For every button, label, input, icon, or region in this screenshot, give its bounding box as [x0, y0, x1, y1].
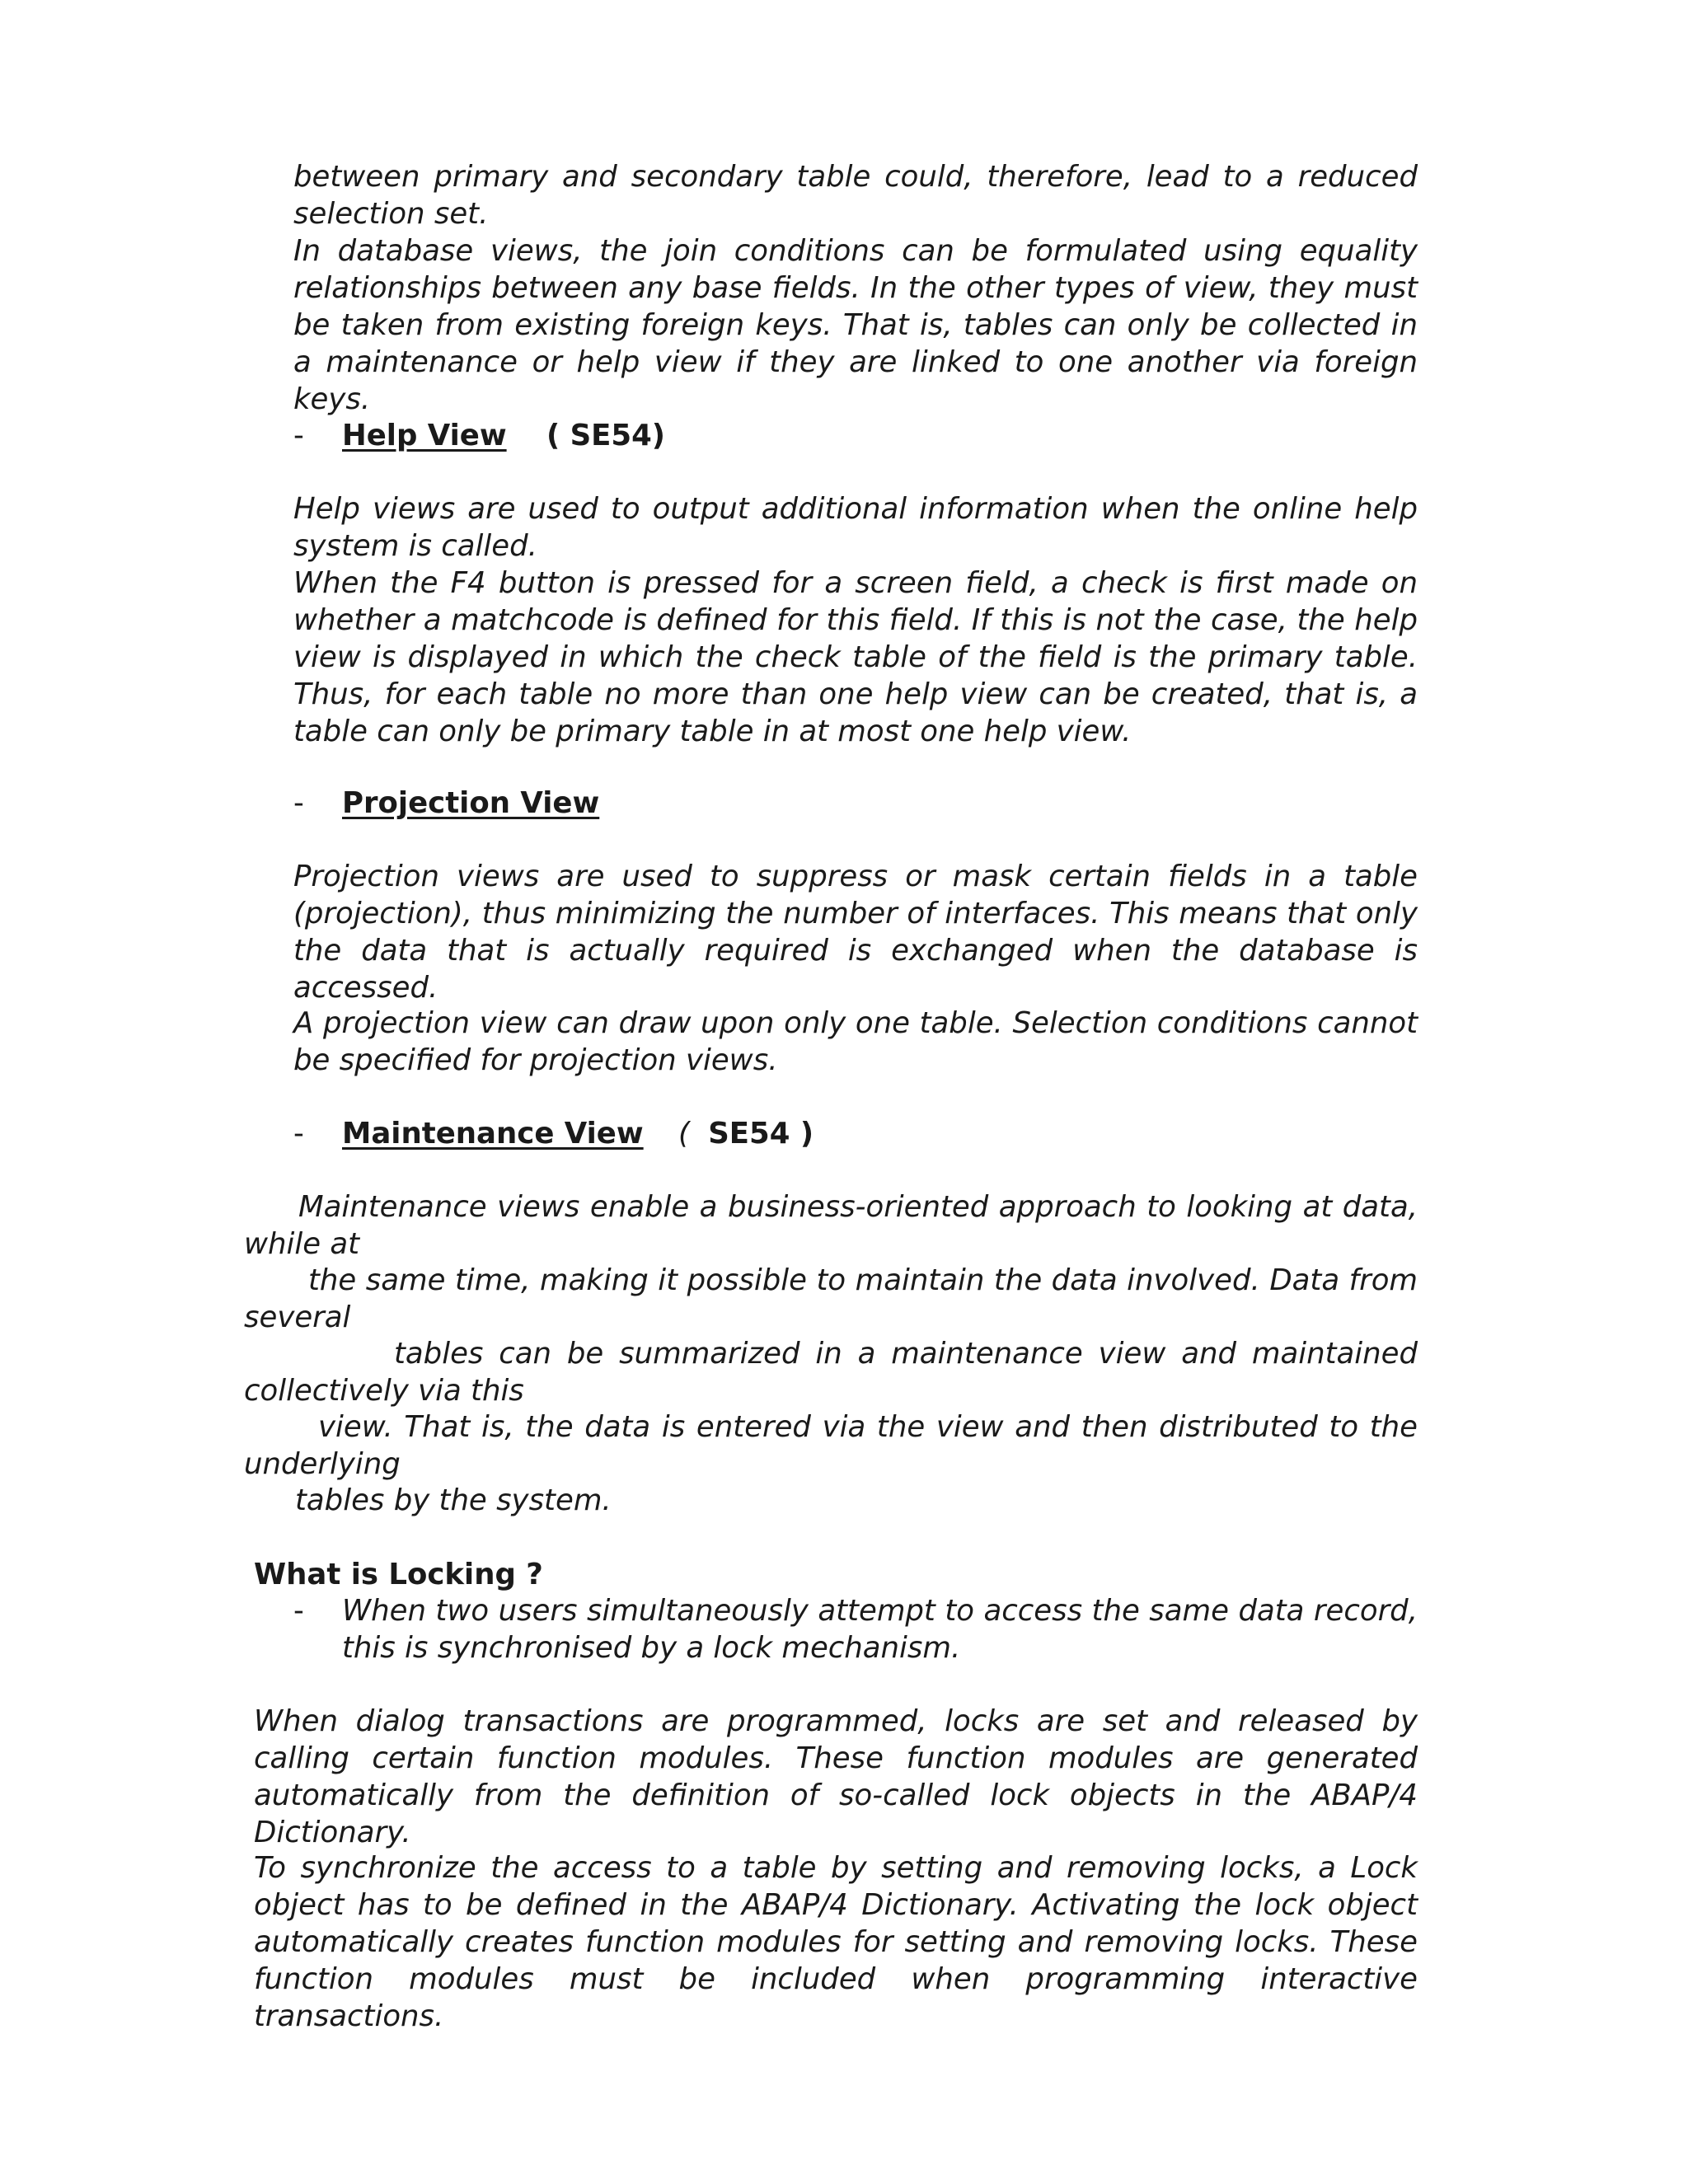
- projection-view-title: Projection View: [342, 786, 600, 820]
- help-view-title: Help View: [342, 419, 507, 452]
- intro-paragraph-1: between primary and secondary table could, therefore, lead to a reduced selection set.: [293, 160, 1418, 231]
- maintenance-line-1: Maintenance views enable a business-oriented approach to looking at data,: [298, 1190, 1418, 1224]
- maintenance-view-title: Maintenance View: [342, 1117, 644, 1151]
- help-view-paragraph-2: When the F4 button is pressed for a screen field, a check is first made on whether a matchcode is defined for this field. If this is not the case, the help view is displayed in which the check table of the field is the primary table. Thus, for each table no more than one help view can be created, that is, a table can only be primary table in at most one help view.: [293, 566, 1418, 748]
- intro-paragraph-2: In database views, the join conditions can be formulated using equality relationships between any base fields. In the other types of view, they must be taken from existing foreign keys. That is, tables can only be collected in a maintenance or help view if they are linked to one another via foreign keys.: [293, 234, 1418, 416]
- projection-view-paragraph-1: Projection views are used to suppress or mask certain fields in a table (projection), thus minimizing the number of interfaces. This means that only the data that is actually required is exchanged when the database is accessed.: [293, 860, 1418, 1005]
- maintenance-view-dash: -: [293, 1117, 304, 1151]
- maintenance-line-4: several: [244, 1301, 351, 1334]
- maintenance-line-6: collectively via this: [244, 1374, 524, 1408]
- locking-paragraph-1: When dialog transactions are programmed, locks are set and released by calling certain function modules. These function modules are generated automatically from the definition of so-called lock objects in the ABAP/4 Dictionary.: [254, 1704, 1418, 1849]
- maintenance-view-heading: [342, 1115, 814, 1152]
- locking-heading: What is Locking ?: [254, 1558, 543, 1591]
- maintenance-line-7: view. That is, the data is entered via the view and then distributed to the: [318, 1410, 1418, 1444]
- maintenance-line-9: tables by the system.: [295, 1483, 612, 1517]
- projection-view-dash: -: [293, 786, 304, 820]
- maintenance-line-2: while at: [244, 1227, 360, 1261]
- maintenance-view-code-open: (: [678, 1117, 690, 1151]
- maintenance-line-8: underlying: [244, 1447, 401, 1481]
- projection-view-heading: [342, 785, 599, 822]
- projection-view-paragraph-2: A projection view can draw upon only one table. Selection conditions cannot be specified for projection views.: [293, 1006, 1418, 1077]
- help-view-code: ( SE54): [546, 419, 666, 452]
- help-view-dash: -: [293, 419, 304, 452]
- maintenance-line-5: tables can be summarized in a maintenance view and maintained: [394, 1337, 1418, 1371]
- locking-bullet-text: When two users simultaneously attempt to access the same data record, this is synchronised by a lock mechanism.: [342, 1594, 1418, 1665]
- help-view-paragraph-1: Help views are used to output additional information when the online help system is called.: [293, 492, 1418, 563]
- maintenance-line-3: the same time, making it possible to maintain the data involved. Data from: [308, 1263, 1418, 1297]
- help-view-heading: [342, 417, 665, 454]
- maintenance-view-code: SE54 ): [708, 1117, 814, 1151]
- locking-paragraph-2: To synchronize the access to a table by setting and removing locks, a Lock object has to be defined in the ABAP/4 Dictionary. Activating the lock object automatically creates function modules for setting and removing locks. These function modules must be included when programming interactive transactions.: [254, 1851, 1418, 2033]
- locking-bullet: -: [293, 1594, 304, 1628]
